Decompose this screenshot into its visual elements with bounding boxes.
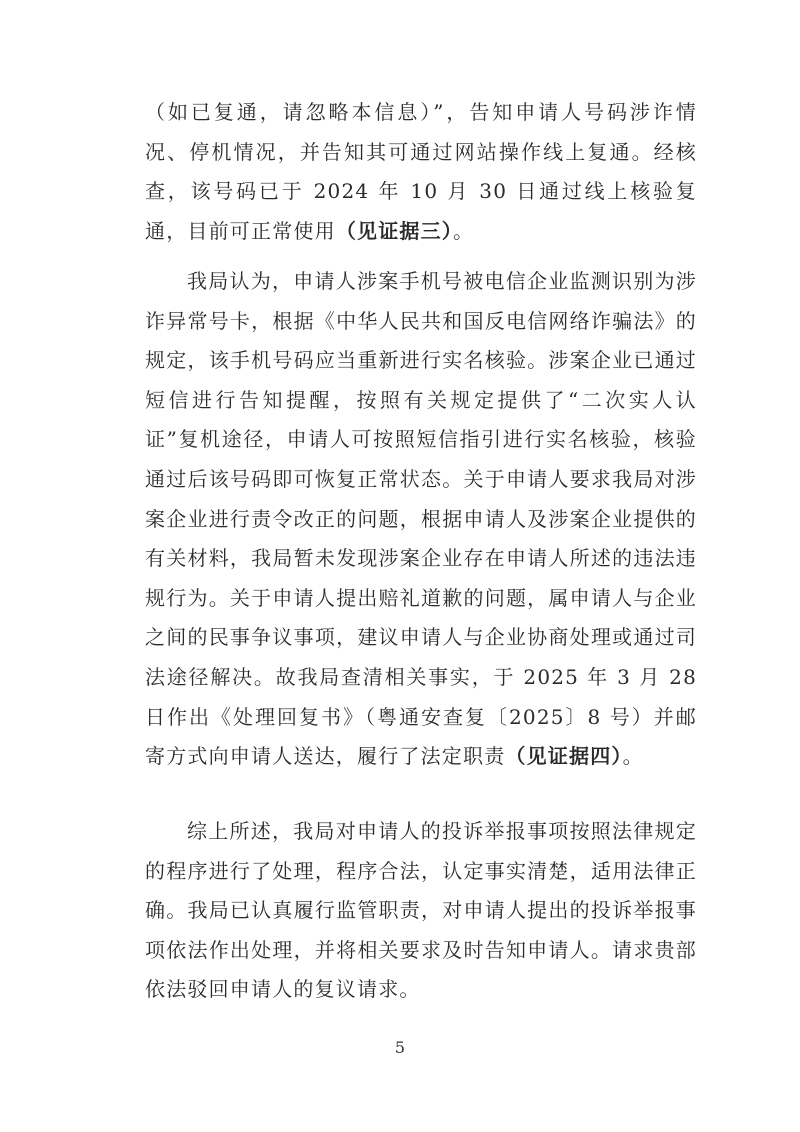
paragraph-segment: （如已复通，请忽略本信息）”，告知申请人号码涉诈情况、停机情况，并告知其可通过网站操作线上复通。经核查，该号码已于 2024 年 10 月 30 日通过线上核验复通，目前可正常使用 xyxy=(145,100,697,243)
paragraph-segment: 我局认为，申请人涉案手机号被电信企业监测识别为涉诈异常号卡，根据《中华人民共和国反电信网络诈骗法》的规定，该手机号码应当重新进行实名核验。涉案企业已通过短信进行告知提醒，按照有关规定提供了“二次实人认证”复机途径，申请人可按照短信指引进行实名核验，核验通过后该号码即可恢复正常状态。关于申请人要求我局对涉案企业进行责令改正的问题，根据申请人及涉案企业提供的有关材料，我局暂未发现涉案企业存在申请人所述的违法违规行为。关于申请人提出赔礼道歉的问题，属申请人与企业之间的民事争议事项，建议申请人与企业协商处理或通过司法途径解决。故我局查清相关事实，于 2025 年 3 月 28 日作出《处理回复书》（粤通安查复〔2025〕8 号）并邮寄方式向申请人送达，履行了法定职责 xyxy=(145,269,697,769)
paragraph-segment: 综上所述，我局对申请人的投诉举报事项按照法律规定的程序进行了处理，程序合法，认定事实清楚，适用法律正确。我局已认真履行监管职责，对申请人提出的投诉举报事项依法作出处理，并将相关要求及时告知申请人。请求贵部依法驳回申请人的复议请求。 xyxy=(145,819,697,1002)
paragraph-segment: 。 xyxy=(622,744,644,769)
evidence-reference-three: （见证据三） xyxy=(335,218,454,243)
paragraph-text xyxy=(145,812,697,1010)
paragraph-bureau-opinion xyxy=(145,262,697,777)
paragraph-segment: 。 xyxy=(453,218,475,243)
paragraph-conclusion xyxy=(145,812,697,1010)
paragraph-evidence-three xyxy=(145,93,697,251)
paragraph-text xyxy=(145,262,697,777)
evidence-reference-four: （见证据四） xyxy=(505,744,623,769)
paragraph-text xyxy=(145,93,697,251)
page-number: 5 xyxy=(394,1038,406,1057)
